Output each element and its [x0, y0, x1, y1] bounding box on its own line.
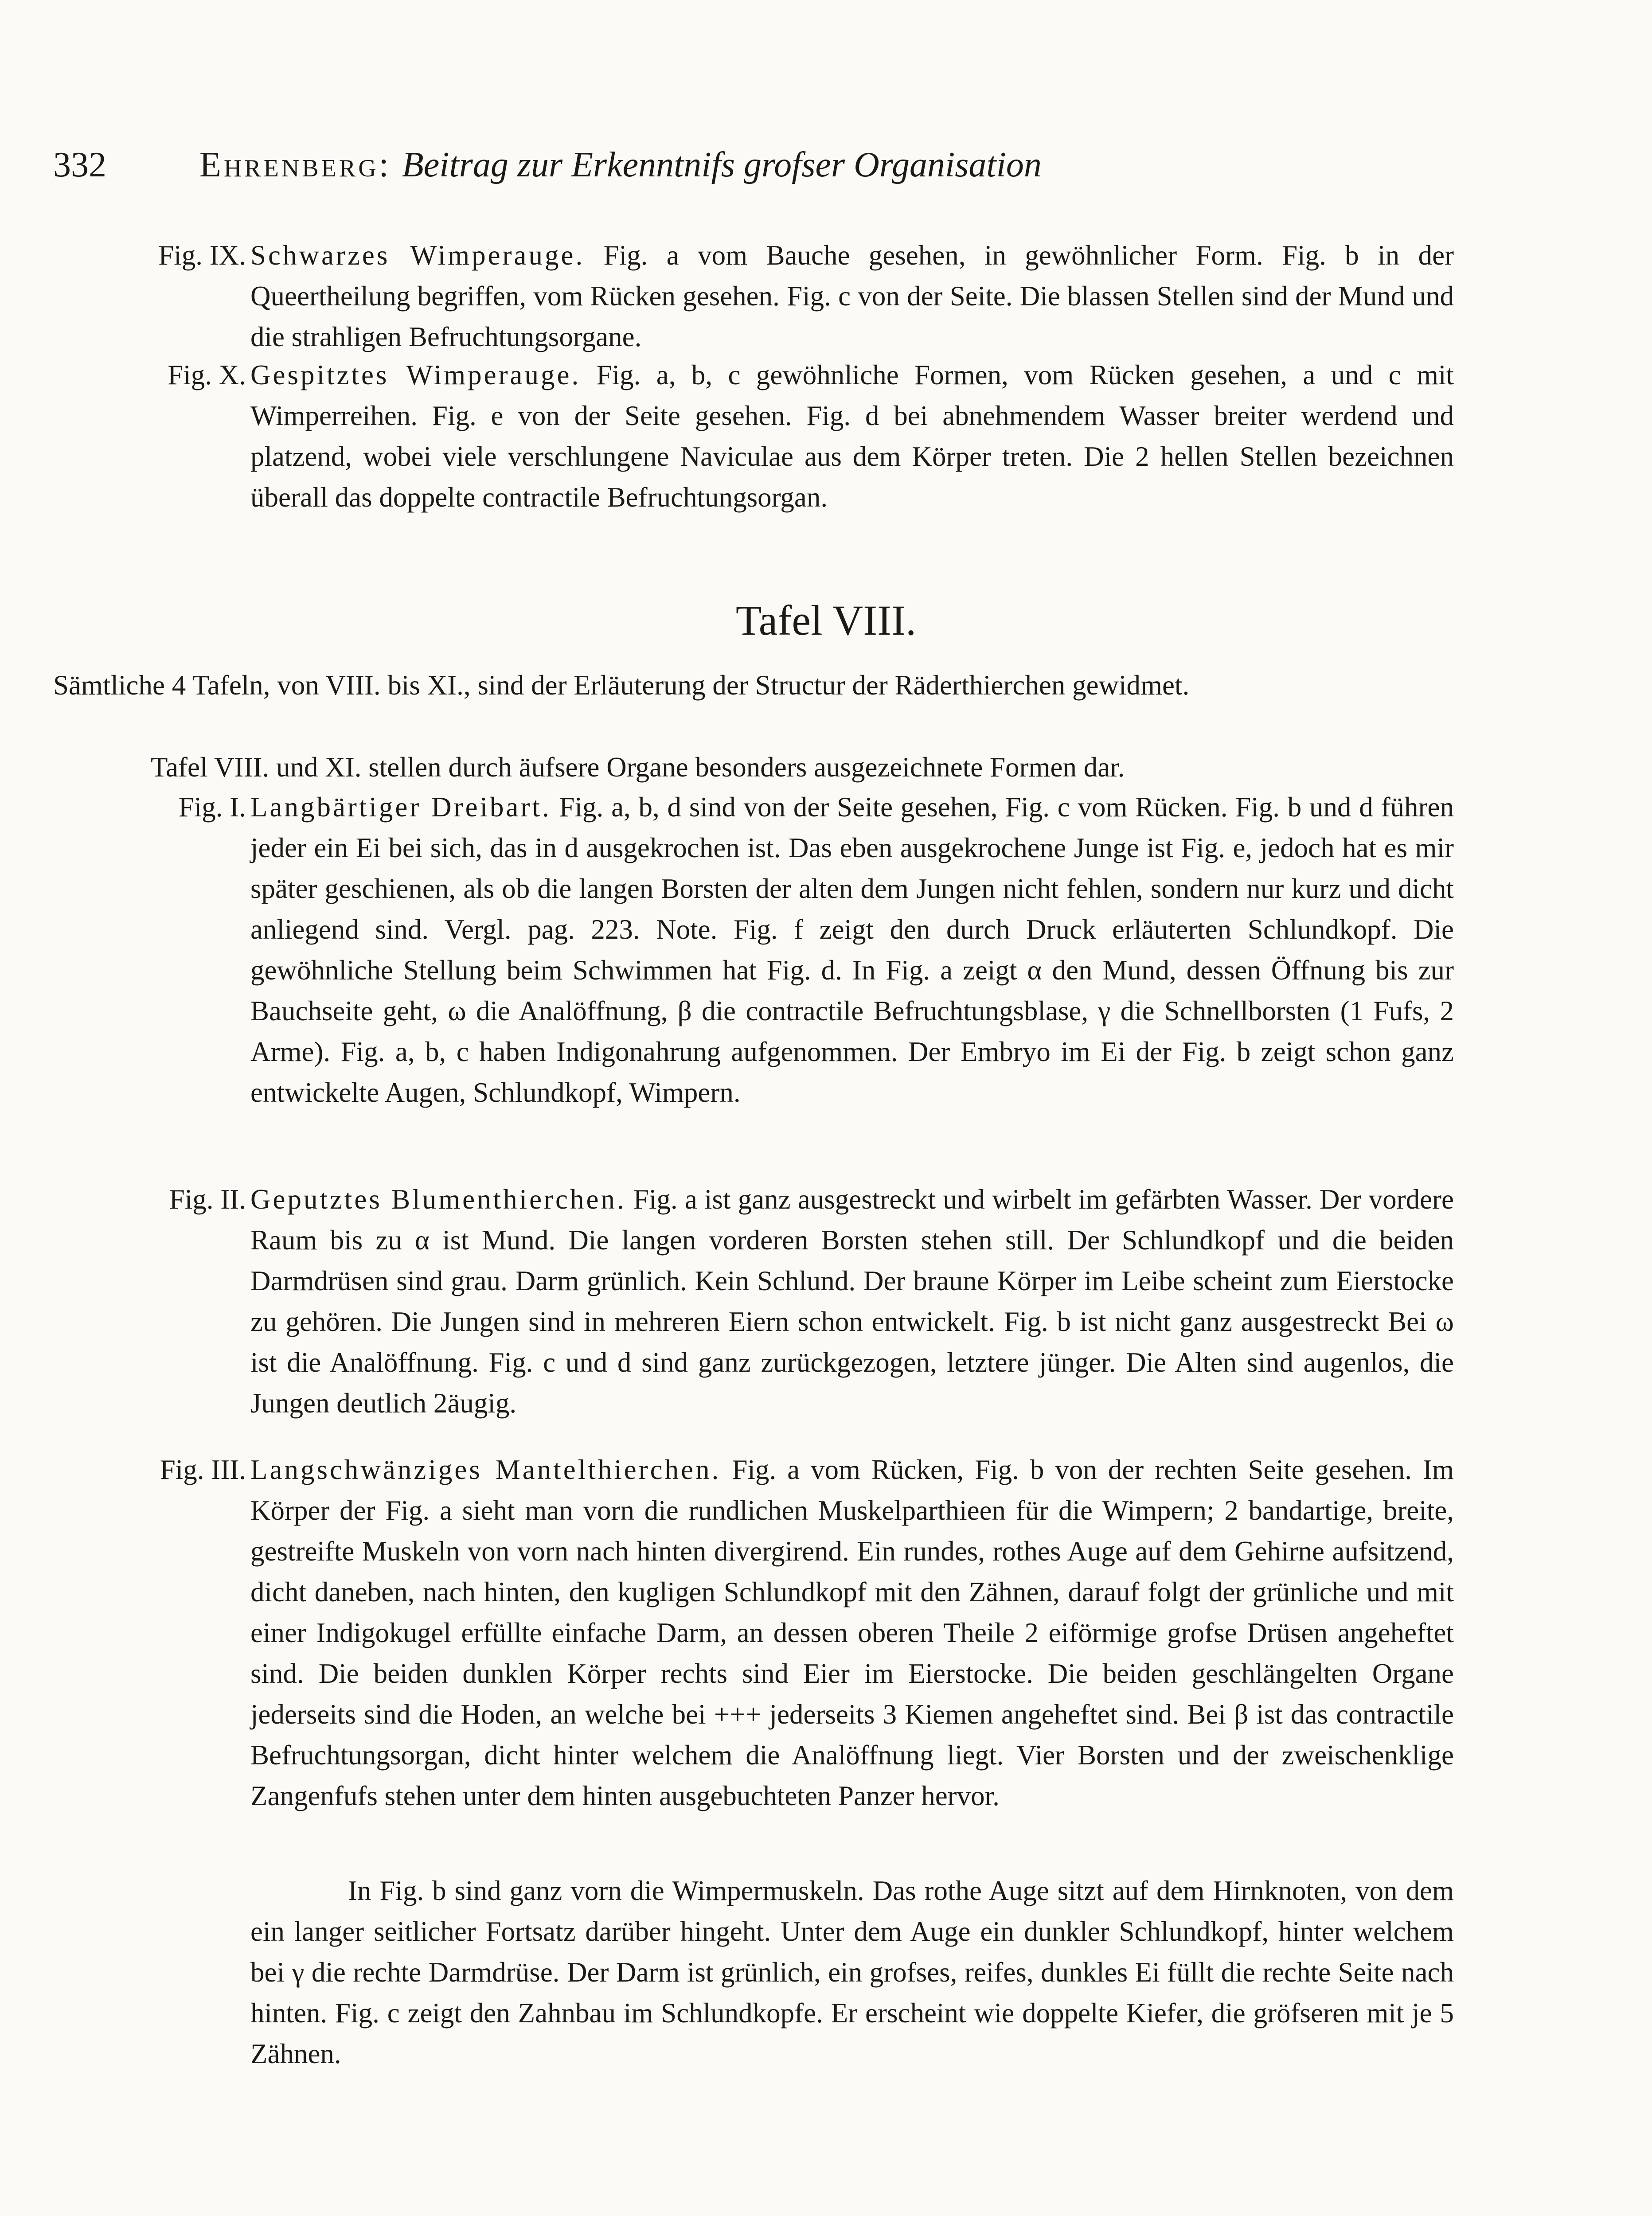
intro-paragraph-2: Tafel VIII. und XI. stellen durch äufsere Organe besonders ausgezeichnete Formen dar.: [151, 752, 1125, 783]
fig-label: Fig. III.: [160, 1454, 246, 1485]
running-head: [53, 143, 1516, 187]
fig-1-entry: [106, 787, 1454, 1113]
fig-description: Fig. a ist ganz ausgestreckt und wirbelt im gefärbten Wasser. Der vordere Raum bis zu α ist Mund. Die langen vorderen Borsten stehen still. Der Schlundkopf und die beiden Darmdrüsen sind grau. Darm grünlich. Kein Schlund. Der braune Körper im Leibe scheint zum Eierstocke zu gehören. Die Jungen sind in mehreren Eiern schon entwickelt. Fig. b ist nicht ganz ausgestreckt Bei ω ist die Analöffnung. Fig. c und d sind ganz zurückgezogen, letztere jünger. Die Alten sind augenlos, die Jungen deutlich 2äugig.: [250, 1184, 1454, 1419]
intro-paragraph: Sämtliche 4 Tafeln, von VIII. bis XI., sind der Erläuterung der Structur der Räderthierchen gewidmet.: [53, 670, 1190, 701]
species-name: Langschwänziges Mantelthierchen.: [250, 1454, 721, 1485]
fig-label: Fig. I.: [178, 792, 246, 823]
fig-description: Fig. a vom Rücken, Fig. b von der rechten Seite gesehen. Im Körper der Fig. a sieht man vorn die rundlichen Muskelparthieen für die Wimpern; 2 bandartige, breite, gestreifte Muskeln von vorn nach hinten divergirend. Ein rundes, rothes Auge auf dem Gehirne aufsitzend, dicht daneben, nach hinten, den kugligen Schlundkopf mit den Zähnen, darauf folgt der grünliche und mit einer Indigokugel erfüllte einfache Darm, an dessen oberen Theile 2 eiförmige grofse Drüsen angeheftet sind. Die beiden dunklen Körper rechts sind Eier im Eierstocke. Die beiden geschlängelten Organe jederseits sind die Hoden, an welche bei +++ jederseits 3 Kiemen angeheftet sind. Bei β ist das contractile Befruchtungsorgan, dicht hinter welchem die Analöffnung liegt. Vier Borsten und der zweischenklige Zangenfufs stehen unter dem hinten ausgebuchteten Panzer hervor.: [250, 1454, 1454, 1811]
fig-description: Fig. a, b, c gewöhnliche Formen, vom Rücken gesehen, a und c mit Wimperreihen. Fig. e von der Seite gesehen. Fig. d bei abnehmendem Wasser breiter werdend und platzend, wobei viele verschlungene Naviculae aus dem Körper treten. Die 2 hellen Stellen bezeichnen überall das doppelte contractile Befruchtungsorgan.: [250, 359, 1454, 513]
fig-2-entry: [106, 1179, 1454, 1424]
fig-3-continuation: In Fig. b sind ganz vorn die Wimpermuskeln. Das rothe Auge sitzt auf dem Hirnknoten, von dem ein langer seitlicher Fortsatz darüber hingeht. Unter dem Auge ein dunkler Schlundkopf, hinter welchem bei γ die rechte Darmdrüse. Der Darm ist grünlich, ein grofses, reifes, dunkles Ei füllt die rechte Seite nach hinten. Fig. c zeigt den Zahnbau im Schlundkopfe. Er erscheint wie doppelte Kiefer, die gröfseren mit je 5 Zähnen.: [250, 1875, 1454, 2069]
article-title: Beitrag zur Erkenntnifs grofser Organisation: [402, 145, 1042, 184]
fig-label: Fig. X.: [168, 359, 246, 390]
species-name: Schwarzes Wimperauge.: [250, 240, 585, 271]
fig-description: Fig. a vom Bauche gesehen, in gewöhnlicher Form. Fig. b in der Queertheilung begriffen, vom Rücken gesehen. Fig. c von der Seite. Die blassen Stellen sind der Mund und die strahligen Befruchtungsorgane.: [250, 240, 1454, 352]
fig-3-entry: [106, 1449, 1454, 1816]
species-name: Gespitztes Wimperauge.: [250, 359, 581, 390]
species-name: Langbärtiger Dreibart.: [250, 792, 551, 823]
species-name: Geputztes Blumenthierchen.: [250, 1184, 626, 1215]
fig-10-entry: [106, 355, 1454, 518]
author-name: Ehrenberg:: [199, 145, 391, 184]
page-number: 332: [53, 145, 106, 184]
fig-description: Fig. a, b, d sind von der Seite gesehen, Fig. c vom Rücken. Fig. b und d führen jeder ein Ei bei sich, das in d ausgekrochen ist. Das eben ausgekrochene Junge ist Fig. e, jedoch hat es mir später geschienen, als ob die langen Borsten der alten dem Jungen nicht fehlen, sondern nur kurz und dicht anliegend sind. Vergl. pag. 223. Note. Fig. f zeigt den durch Druck erläuterten Schlundkopf. Die gewöhnliche Stellung beim Schwimmen hat Fig. d. In Fig. a zeigt α den Mund, dessen Öffnung bis zur Bauchseite geht, ω die Analöffnung, β die contractile Befruchtungsblase, γ die Schnellborsten (1 Fufs, 2 Arme). Fig. a, b, c haben Indigonahrung aufgenommen. Der Embryo im Ei der Fig. b zeigt schon ganz entwickelte Augen, Schlundkopf, Wimpern.: [250, 792, 1454, 1108]
fig-label: Fig. IX.: [158, 240, 246, 271]
fig-9-entry: [106, 235, 1454, 357]
section-heading: Tafel VIII.: [735, 597, 917, 644]
fig-label: Fig. II.: [169, 1184, 246, 1215]
